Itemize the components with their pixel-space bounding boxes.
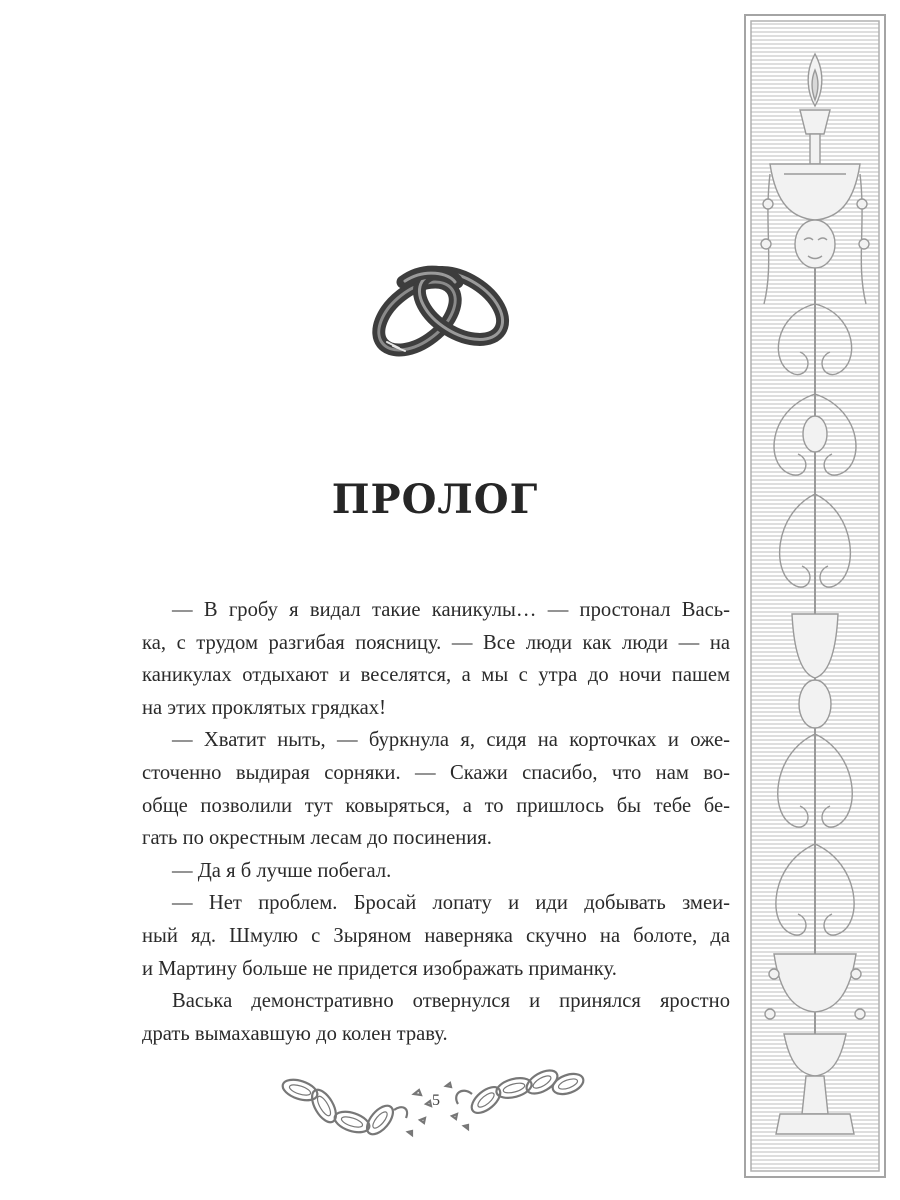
text-line: драть вымахавшую до колен траву. [142, 1022, 448, 1045]
page-number: 5 [432, 1092, 440, 1109]
text-line: и Мартину больше не придется изображать приманку. [142, 957, 617, 980]
paragraph [142, 594, 730, 724]
text-line: гать по окрестным лесам до посинения. [142, 827, 492, 850]
paragraph [142, 724, 730, 854]
text-line: ка, с трудом разгибая поясницу. — Все люди как люди — на [142, 631, 730, 654]
text-line: каникулах отдыхают и веселятся, а мы с утра до ночи пашем [142, 664, 730, 687]
chapter-title: ПРОЛОГ [331, 476, 539, 523]
text-line: — Хватит ныть, — буркнула я, сидя на корточках и оже- [172, 729, 730, 752]
chapter-text [142, 594, 730, 1050]
paragraph [142, 887, 730, 985]
text-line: на этих проклятых грядках! [142, 696, 386, 719]
text-line: — В гробу я видал такие каникулы… — простонал Вась- [172, 599, 730, 621]
text-line: Васька демонстративно отвернулся и принялся яростно [172, 990, 730, 1013]
interlocked-rings-icon [365, 252, 515, 364]
ornamental-border [744, 14, 886, 1178]
text-line: сточенно выдирая сорняки. — Скажи спасибо, что нам во- [142, 761, 730, 784]
text-line: — Нет проблем. Бросай лопату и иди добывать змеи- [172, 892, 730, 915]
paragraph [142, 985, 730, 1050]
text-line: ный яд. Шмулю с Зыряном наверняка скучно на болоте, да [142, 924, 730, 947]
text-line: — Да я б лучше побегал. [172, 859, 392, 882]
text-line: обще позволили тут ковыряться, а то пришлось бы тебе бе- [142, 794, 730, 817]
paragraph [142, 855, 730, 888]
